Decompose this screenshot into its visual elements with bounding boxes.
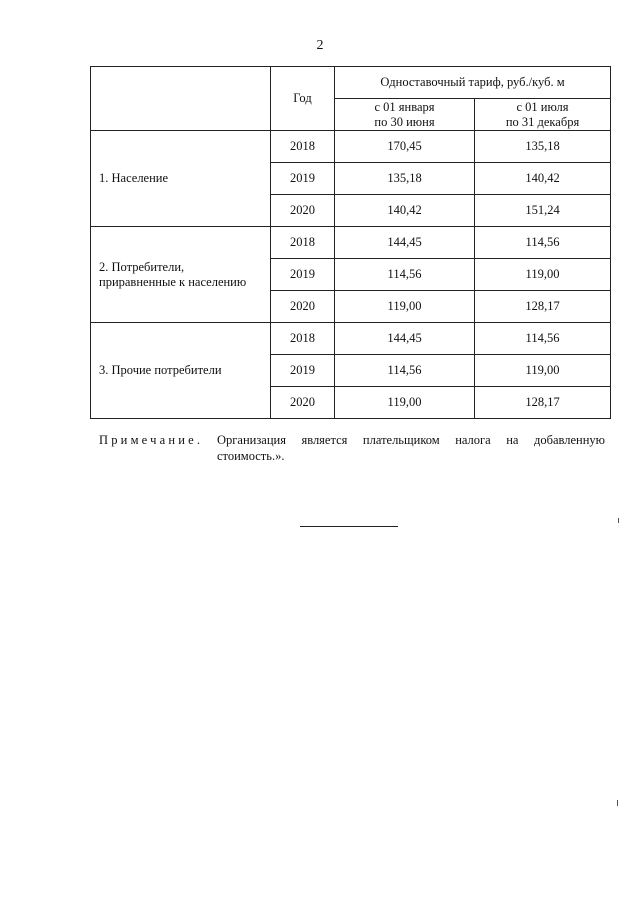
tariff-first-half-cell: 144,45 bbox=[335, 227, 475, 259]
note-text-continuation: стоимость.». bbox=[217, 449, 285, 463]
tariff-first-half-cell: 114,56 bbox=[335, 259, 475, 291]
tariff-first-half-cell: 135,18 bbox=[335, 163, 475, 195]
scan-speck bbox=[618, 518, 619, 523]
page-number: 2 bbox=[316, 38, 324, 53]
tariff-first-half-cell: 114,56 bbox=[335, 355, 475, 387]
tariff-table bbox=[90, 66, 611, 419]
header-year: Год bbox=[271, 67, 335, 131]
year-cell: 2019 bbox=[271, 355, 335, 387]
tariff-first-half-cell: 170,45 bbox=[335, 131, 475, 163]
year-cell: 2020 bbox=[271, 387, 335, 419]
year-cell: 2020 bbox=[271, 291, 335, 323]
period2-line1: с 01 июля bbox=[516, 99, 569, 114]
year-cell: 2018 bbox=[271, 323, 335, 355]
table-header-row bbox=[91, 67, 611, 99]
tariff-second-half-cell: 114,56 bbox=[475, 227, 611, 259]
separator-line bbox=[300, 526, 398, 527]
consumer-group-name: 2. Потребители, приравненные к населению bbox=[91, 227, 271, 323]
tariff-second-half-cell: 151,24 bbox=[475, 195, 611, 227]
year-cell: 2019 bbox=[271, 163, 335, 195]
year-cell: 2020 bbox=[271, 195, 335, 227]
header-tariff-title: Одноставочный тариф, руб./куб. м bbox=[335, 67, 611, 99]
year-cell: 2018 bbox=[271, 131, 335, 163]
tariff-second-half-cell: 135,18 bbox=[475, 131, 611, 163]
note-text: Организация является плательщиком налога на добавленную bbox=[217, 433, 605, 447]
year-cell: 2018 bbox=[271, 227, 335, 259]
note-label: Примечание. bbox=[99, 433, 204, 447]
header-period-first-half bbox=[335, 99, 475, 131]
table-row bbox=[91, 323, 611, 355]
period1-line2: по 30 июня bbox=[374, 114, 435, 129]
tariff-second-half-cell: 119,00 bbox=[475, 355, 611, 387]
year-cell: 2019 bbox=[271, 259, 335, 291]
consumer-group-name: 1. Население bbox=[91, 131, 271, 227]
header-period-second-half bbox=[475, 99, 611, 131]
scan-speck bbox=[617, 800, 618, 806]
table-row bbox=[91, 131, 611, 163]
tariff-second-half-cell: 128,17 bbox=[475, 387, 611, 419]
period2-line2: по 31 декабря bbox=[505, 114, 580, 129]
consumer-group-name: 3. Прочие потребители bbox=[91, 323, 271, 419]
tariff-second-half-cell: 114,56 bbox=[475, 323, 611, 355]
tariff-second-half-cell: 140,42 bbox=[475, 163, 611, 195]
tariff-second-half-cell: 119,00 bbox=[475, 259, 611, 291]
header-consumer-group-cell bbox=[91, 67, 271, 131]
tariff-second-half-cell: 128,17 bbox=[475, 291, 611, 323]
tariff-first-half-cell: 119,00 bbox=[335, 387, 475, 419]
tariff-first-half-cell: 119,00 bbox=[335, 291, 475, 323]
tariff-first-half-cell: 144,45 bbox=[335, 323, 475, 355]
period1-line1: с 01 января bbox=[374, 99, 435, 114]
tariff-first-half-cell: 140,42 bbox=[335, 195, 475, 227]
table-row bbox=[91, 227, 611, 259]
